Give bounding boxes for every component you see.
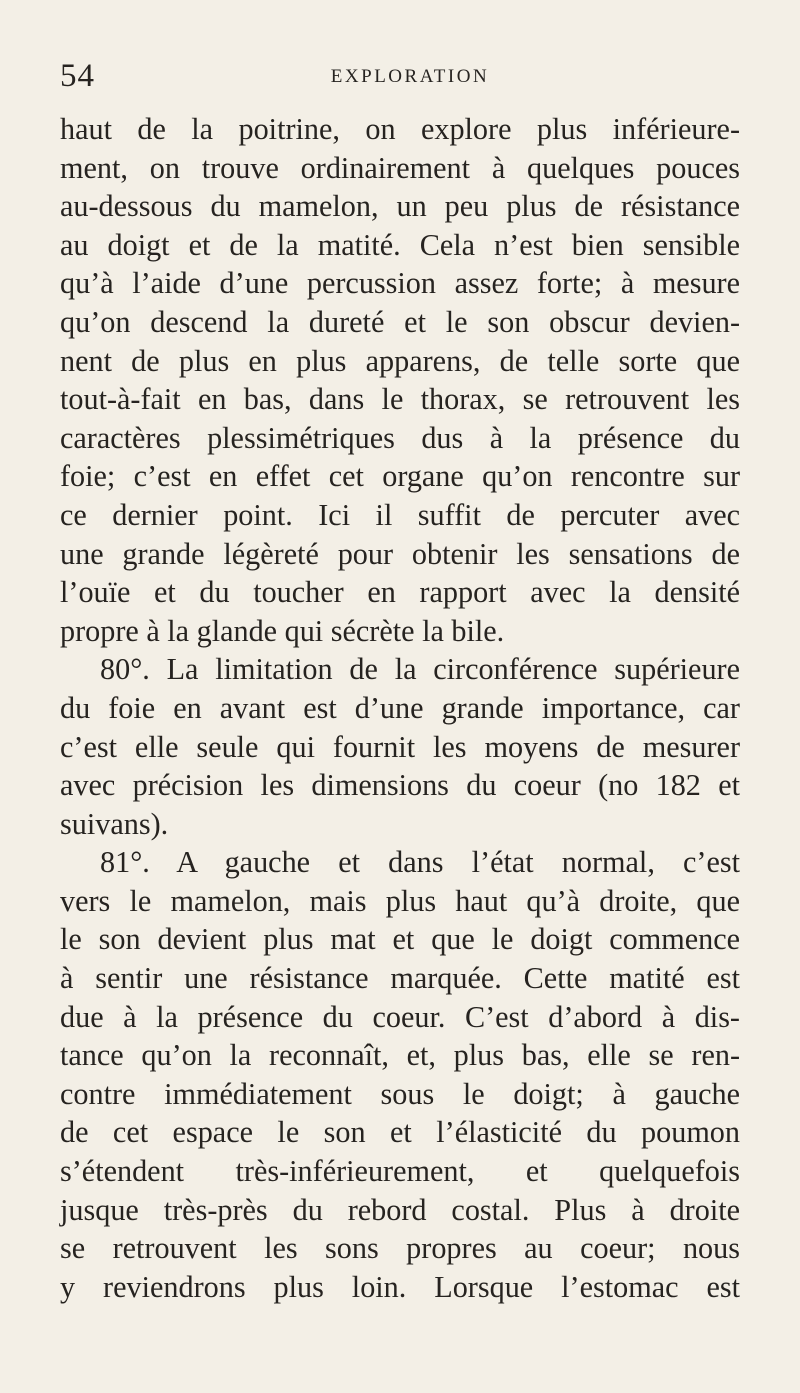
text-line: s’étendent très-inférieurement, et quelquefois <box>60 1154 740 1189</box>
text-line: vers le mamelon, mais plus haut qu’à droite, que <box>60 883 740 918</box>
text-line: l’ouïe et du toucher en rapport avec la densité <box>60 575 740 610</box>
text-line: de cet espace le son et l’élasticité du poumon <box>60 1115 740 1150</box>
text-line: à sentir une résistance marquée. Cette matité est <box>60 961 740 996</box>
text-line: propre à la glande qui sécrète la bile. <box>60 613 505 648</box>
text-line: tout-à-fait en bas, dans le thorax, se retrouvent les <box>60 382 740 417</box>
body-text <box>60 110 740 1306</box>
text-line: c’est elle seule qui fournit les moyens de mesurer <box>60 729 740 764</box>
text-line: tance qu’on la reconnaît, et, plus bas, elle se ren- <box>60 1038 740 1073</box>
text-line: ce dernier point. Ici il suffit de percuter avec <box>60 497 740 532</box>
text-line: 80°. La limitation de la circonférence supérieure <box>100 652 740 687</box>
text-line: au doigt et de la matité. Cela n’est bien sensible <box>60 227 740 262</box>
text-line: se retrouvent les sons propres au coeur; nous <box>60 1231 740 1266</box>
page-header <box>60 56 700 96</box>
text-line: qu’on descend la dureté et le son obscur devien- <box>60 304 740 339</box>
text-line: due à la présence du coeur. C’est d’abord à dis- <box>60 999 740 1034</box>
text-line: nent de plus en plus apparens, de telle sorte que <box>60 343 740 378</box>
text-line: au-dessous du mamelon, un peu plus de résistance <box>60 189 740 224</box>
text-line: suivans). <box>60 806 169 841</box>
text-line: y reviendrons plus loin. Lorsque l’estomac est <box>60 1269 740 1304</box>
text-line: jusque très-près du rebord costal. Plus à droite <box>60 1192 740 1227</box>
text-line: qu’à l’aide d’une percussion assez forte; à mesure <box>60 266 740 301</box>
text-line: 81°. A gauche et dans l’état normal, c’est <box>100 845 740 880</box>
text-line: contre immédiatement sous le doigt; à gauche <box>60 1076 740 1111</box>
text-line: le son devient plus mat et que le doigt commence <box>60 922 740 957</box>
text-line: haut de la poitrine, on explore plus inférieure- <box>60 112 740 146</box>
text-line: avec précision les dimensions du coeur (no 182 et <box>60 768 740 803</box>
text-line: une grande légèreté pour obtenir les sensations de <box>60 536 740 571</box>
text-line: ment, on trouve ordinairement à quelques pouces <box>60 150 740 185</box>
running-title: EXPLORATION <box>330 66 490 87</box>
text-line: du foie en avant est d’une grande importance, car <box>60 690 740 725</box>
page-number: 54 <box>60 58 95 94</box>
text-line: foie; c’est en effet cet organe qu’on rencontre sur <box>60 459 740 494</box>
text-line: caractères plessimétriques dus à la présence du <box>60 420 740 455</box>
